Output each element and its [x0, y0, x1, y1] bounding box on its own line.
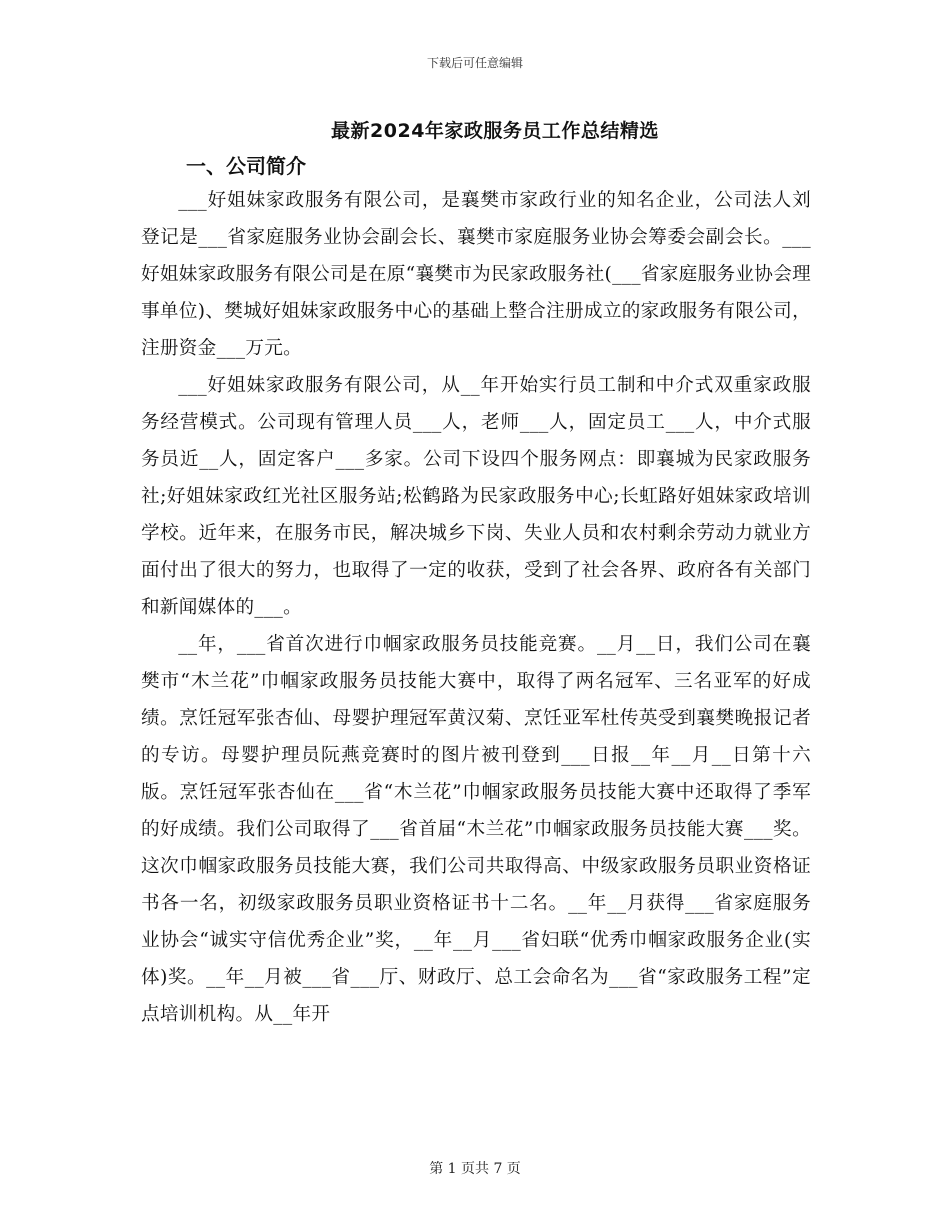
paragraph-business-model: ___好姐妹家政服务有限公司，从__年开始实行员工制和中介式双重家政服务经营模式。公司现有管理人员___人，老师___人，固定员工___人，中介式服务员近__人，固定客户___多家。公司下设四个服务网点：即襄城为民家政服务社;好姐妹家政红光社区服务站;松鹤路为民家政服务中心;长虹路好姐妹家政培训学校。近年来，在服务市民，解决城乡下岗、失业人员和农村剩余劳动力就业方面付出了很大的努力，也取得了一定的收获，受到了社会各界、政府各有关部门和新闻媒体的___。	[141, 375, 811, 618]
paragraph-company-intro: ___好姐妹家政服务有限公司，是襄樊市家政行业的知名企业，公司法人刘登记是___省家庭服务业协会副会长、襄樊市家庭服务业协会筹委会副会长。___好姐妹家政服务有限公司是在原“襄樊市为民家政服务社(___省家庭服务业协会理事单位)、樊城好姐妹家政服务中心的基础上整合注册成立的家政服务有限公司，注册资金___万元。	[141, 190, 811, 359]
page-footer: 第 1 页共 7 页	[429, 1161, 521, 1177]
header-note: 下载后可任意编辑	[426, 56, 523, 70]
document-body	[141, 182, 811, 1033]
section-heading: 一、公司简介	[186, 154, 306, 178]
document-title: 最新2024年家政服务员工作总结精选	[331, 120, 659, 142]
paragraph-competition-awards: __年，___省首次进行巾帼家政服务员技能竞赛。__月__日，我们公司在襄樊市“木兰花”巾帼家政服务员技能大赛中，取得了两名冠军、三名亚军的好成绩。烹饪冠军张杏仙、母婴护理冠军黄汉菊、烹饪亚军杜传英受到襄樊晚报记者的专访。母婴护理员阮燕竞赛时的图片被刊登到___日报__年__月__日第十六版。烹饪冠军张杏仙在___省“木兰花”巾帼家政服务员技能大赛中还取得了季军的好成绩。我们公司取得了___省首届“木兰花”巾帼家政服务员技能大赛___奖。这次巾帼家政服务员技能大赛，我们公司共取得高、中级家政服务员职业资格证书各一名，初级家政服务员职业资格证书十二名。__年__月获得___省家庭服务业协会“诚实守信优秀企业”奖，__年__月___省妇联“优秀巾帼家政服务企业(实体)奖。__年__月被___省___厅、财政厅、总工会命名为___省“家政服务工程”定点培训机构。从__年开	[141, 634, 811, 1025]
